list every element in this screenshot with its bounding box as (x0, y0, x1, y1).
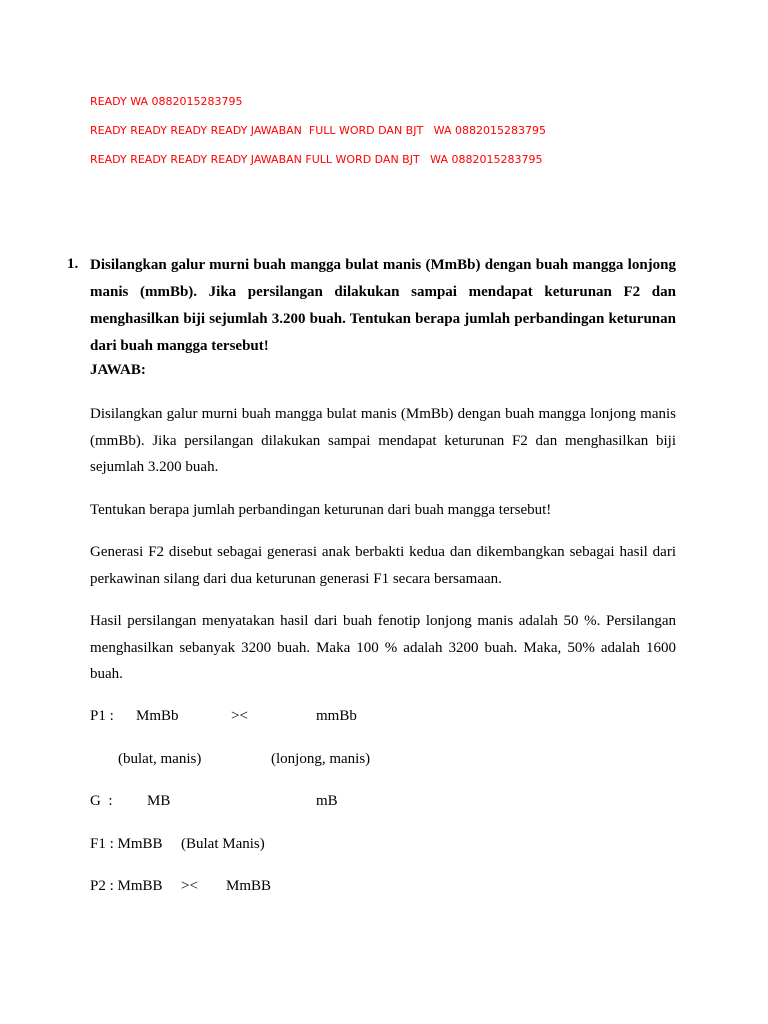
p1-left-genotype: MmBb (136, 708, 179, 724)
p2-right-genotype: MmBB (226, 878, 272, 894)
gamete-label: G : (90, 793, 113, 809)
answer-paragraph-1: Disilangkan galur murni buah mangga bulat manis (MmBb) dengan buah mangga lonjong manis (mmBb). Jika persilangan dilakukan sampai mendapat keturunan F2 dan menghasilkan biji sejumlah 3.200 buah. (90, 406, 676, 475)
p1-right-phenotype: (lonjong, manis) (271, 751, 371, 767)
p2-genotype: P2 : MmBB (90, 878, 163, 894)
header-line-3: READY READY READY READY JAWABAN FULL WORD DAN BJT WA 0882015283795 (90, 153, 543, 166)
p1-left-phenotype: (bulat, manis) (118, 751, 202, 767)
p2-cross-sign: >< (181, 878, 198, 894)
header-line-1: READY WA 0882015283795 (90, 95, 243, 108)
answer-label: JAWAB: (90, 362, 146, 378)
p1-right-genotype: mmBb (316, 708, 357, 724)
f1-phenotype: (Bulat Manis) (181, 836, 265, 852)
header-line-2: READY READY READY READY JAWABAN FULL WORD DAN BJT WA 0882015283795 (90, 124, 546, 137)
question-text: Disilangkan galur murni buah mangga bulat manis (MmBb) dengan buah mangga lonjong manis (mmBb). Jika persilangan dilakukan sampai mendapat keturunan F2 dan menghasilkan biji sejumlah 3.200 buah. Tentukan berapa jumlah perbandingan keturunan dari buah mangga tersebut! (90, 257, 676, 354)
gamete-right: mB (316, 793, 338, 809)
gamete-left: MB (147, 793, 171, 809)
p1-cross-sign: >< (231, 708, 248, 724)
answer-paragraph-3: Generasi F2 disebut sebagai generasi anak berbakti kedua dan dikembangkan sebagai hasil dari perkawinan silang dari dua keturunan generasi F1 secara bersamaan. (90, 544, 676, 587)
question-number: 1. (67, 256, 79, 272)
answer-paragraph-4: Hasil persilangan menyatakan hasil dari buah fenotip lonjong manis adalah 50 %. Persilangan menghasilkan sebanyak 3200 buah. Maka 100 % adalah 3200 buah. Maka, 50% adalah 1600 buah. (90, 613, 676, 682)
answer-paragraph-2: Tentukan berapa jumlah perbandingan keturunan dari buah mangga tersebut! (90, 502, 552, 518)
p1-label: P1 : (90, 708, 114, 724)
f1-genotype: F1 : MmBB (90, 836, 163, 852)
